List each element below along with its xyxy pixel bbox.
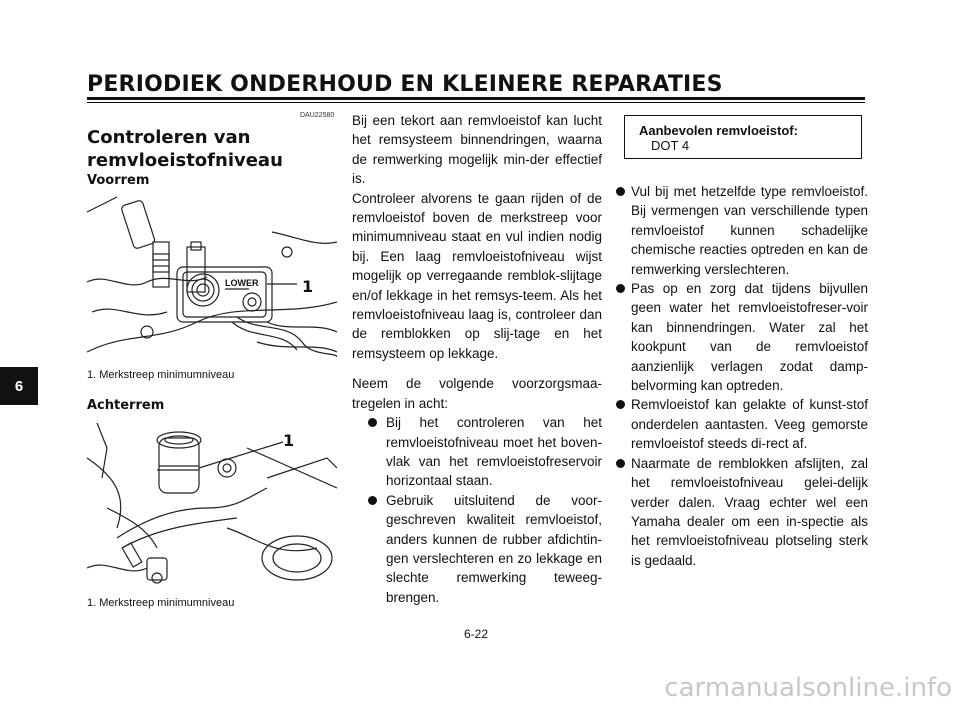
rear-brake-heading: Achterrem [87, 398, 165, 413]
recommended-fluid-value: DOT 4 [651, 138, 690, 153]
bullet-icon [368, 418, 377, 427]
bullet-icon [368, 496, 377, 505]
front-brake-heading: Voorrem [87, 173, 150, 188]
front-figure-caption: 1. Merkstreep minimumniveau [87, 369, 235, 381]
chapter-tab: 6 [0, 367, 38, 405]
section-title: Controleren van remvloeistofniveau [87, 127, 283, 171]
paragraph-controleer: Controleer alvorens te gaan rijden of de remvloeistof boven de merkstreep voor minimumniveau staat en vul indien nodig bij. Een laag remvloeistofniveau wijst mogelijk op verregaande remblok-slijtage en/of lekkage in het remsys-teem. Als het remvloeistofniveau laag is, controleer dan de remblokken op slij-tage en het remsysteem op lekkage. [352, 190, 602, 361]
list-item: Bij het controleren van het remvloeistofniveau moet het boven-vlak van het remvloeistofreservoir horizontaal staan. [352, 413, 602, 491]
recommended-fluid-title: Aanbevolen remvloeistof: [639, 123, 798, 138]
rear-callout-number: 1 [283, 431, 295, 450]
list-item: Naarmate de remblokken afslijten, zal het remvloeistofniveau gelei-delijk verder dalen. Vraag echter wel een Yamaha dealer om een in-spectie als het remvloeistofniveau plotseling sterk is gedaald. [614, 454, 868, 570]
caution-list [614, 182, 868, 570]
middle-column [352, 111, 602, 607]
rear-brake-reservoir-illustration [87, 418, 337, 588]
header-rule-thick [87, 97, 865, 100]
front-brake-reservoir-illustration [87, 192, 337, 362]
list-item: Remvloeistof kan gelakte of kunst-stof onderdelen aantasten. Veeg gemorste remvloeistof steeds di-rect af. [614, 395, 868, 453]
section-code: DAU22580 [300, 112, 335, 119]
recommended-fluid-box [624, 115, 862, 159]
right-column [614, 182, 868, 570]
precaution-list [352, 413, 602, 607]
front-callout-number: 1 [302, 277, 314, 296]
paragraph-tekort: Bij een tekort aan remvloeistof kan lucht het remsysteem binnendringen, waarna de remwerking mogelijk min-der effectief is. [352, 113, 602, 187]
bullet-icon [616, 187, 625, 196]
bullet-icon [616, 284, 625, 293]
lower-mark-label: LOWER [225, 278, 259, 288]
list-item: Pas op en zorg dat tijdens bijvullen geen water het remvloeistofreser-voir kan binnendringen. Water zal het kookpunt van de remvloeistof aanzienlijk verlagen zodat damp-belvorming kan optreden. [614, 279, 868, 395]
bullet-icon [616, 459, 625, 468]
watermark: carmanualsonline.info [664, 673, 952, 703]
header-rule-thin [87, 102, 865, 103]
rear-figure-caption: 1. Merkstreep minimumniveau [87, 597, 235, 609]
paragraph-voorzorg: Neem de volgende voorzorgsmaa-tregelen in acht: [352, 376, 602, 411]
bullet-icon [616, 400, 625, 409]
list-item: Gebruik uitsluitend de voor-geschreven kwaliteit remvloeistof, anders kunnen de rubber afdichtin-gen verslechteren en zo lekkage en slechte remwerking teweeg-brengen. [352, 491, 602, 607]
list-item: Vul bij met hetzelfde type remvloeistof. Bij vermengen van verschillende typen remvloeistof kunnen schadelijke chemische reacties optreden en kan de remwerking verslechteren. [614, 182, 868, 279]
page-header-title: PERIODIEK ONDERHOUD EN KLEINERE REPARATIES [87, 72, 723, 97]
page-number: 6-22 [464, 627, 489, 641]
